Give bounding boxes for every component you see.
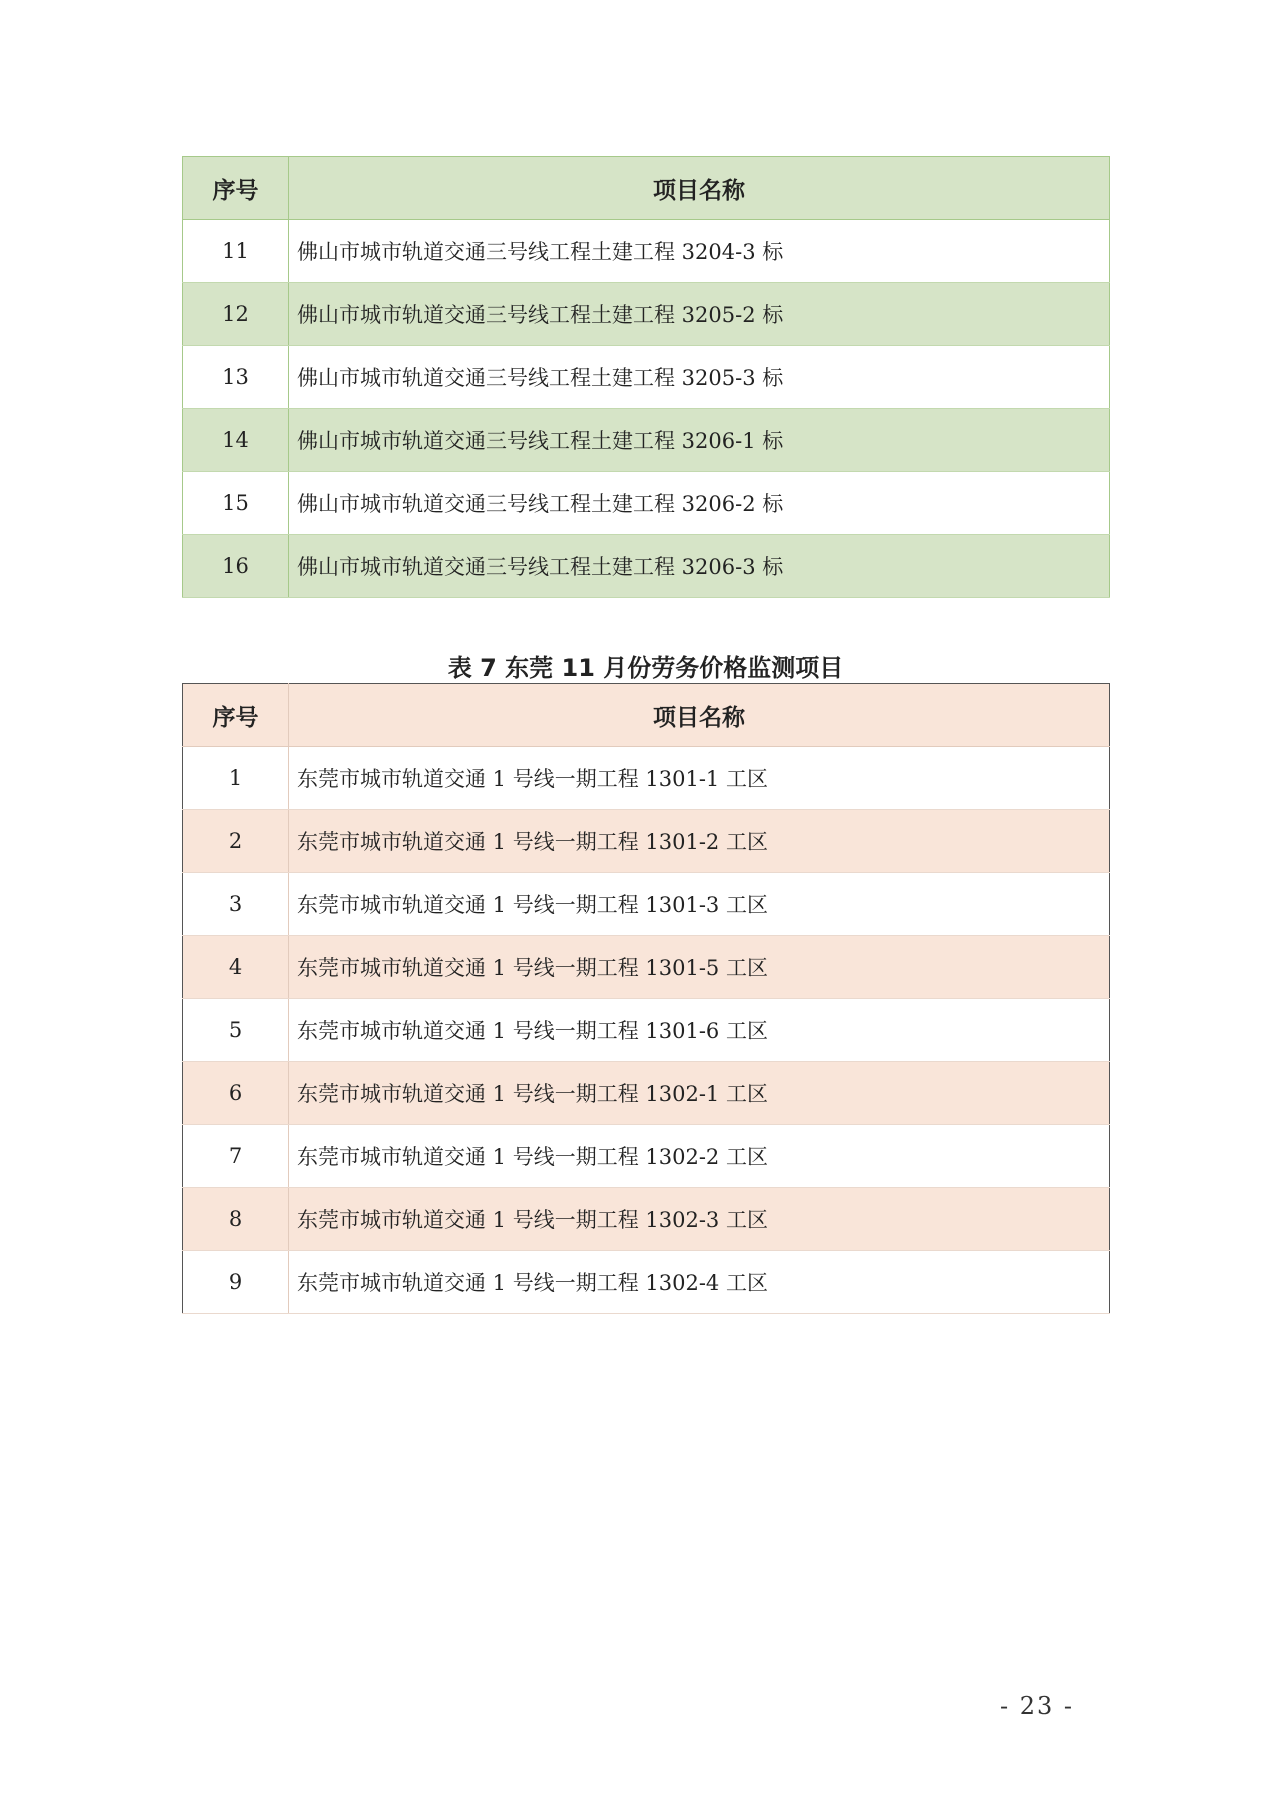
row-project-name: 东莞市城市轨道交通 1 号线一期工程 1302-2 工区 bbox=[289, 1125, 1110, 1188]
row-project-name: 佛山市城市轨道交通三号线工程土建工程 3206-1 标 bbox=[289, 409, 1110, 472]
table-row bbox=[183, 1125, 1110, 1188]
table-row bbox=[183, 1188, 1110, 1251]
table-header-row bbox=[183, 684, 1110, 747]
row-project-name: 东莞市城市轨道交通 1 号线一期工程 1301-2 工区 bbox=[289, 810, 1110, 873]
row-seq: 6 bbox=[183, 1062, 289, 1125]
name-column-header: 项目名称 bbox=[289, 157, 1110, 220]
table-row bbox=[183, 1251, 1110, 1314]
table-row bbox=[183, 535, 1110, 598]
row-project-name: 佛山市城市轨道交通三号线工程土建工程 3206-3 标 bbox=[289, 535, 1110, 598]
table-row bbox=[183, 810, 1110, 873]
row-seq: 16 bbox=[183, 535, 289, 598]
row-project-name: 佛山市城市轨道交通三号线工程土建工程 3205-2 标 bbox=[289, 283, 1110, 346]
seq-column-header: 序号 bbox=[183, 684, 289, 747]
table-header-row bbox=[183, 157, 1110, 220]
row-project-name: 佛山市城市轨道交通三号线工程土建工程 3206-2 标 bbox=[289, 472, 1110, 535]
table-row bbox=[183, 346, 1110, 409]
row-seq: 14 bbox=[183, 409, 289, 472]
row-seq: 7 bbox=[183, 1125, 289, 1188]
name-column-header: 项目名称 bbox=[289, 684, 1110, 747]
row-seq: 1 bbox=[183, 747, 289, 810]
row-project-name: 东莞市城市轨道交通 1 号线一期工程 1301-5 工区 bbox=[289, 936, 1110, 999]
row-seq: 4 bbox=[183, 936, 289, 999]
row-project-name: 东莞市城市轨道交通 1 号线一期工程 1301-6 工区 bbox=[289, 999, 1110, 1062]
row-project-name: 东莞市城市轨道交通 1 号线一期工程 1301-1 工区 bbox=[289, 747, 1110, 810]
table-row bbox=[183, 936, 1110, 999]
row-project-name: 佛山市城市轨道交通三号线工程土建工程 3205-3 标 bbox=[289, 346, 1110, 409]
table-row bbox=[183, 472, 1110, 535]
row-seq: 13 bbox=[183, 346, 289, 409]
row-project-name: 东莞市城市轨道交通 1 号线一期工程 1302-1 工区 bbox=[289, 1062, 1110, 1125]
row-seq: 15 bbox=[183, 472, 289, 535]
table-row bbox=[183, 220, 1110, 283]
table-row bbox=[183, 409, 1110, 472]
table-row bbox=[183, 873, 1110, 936]
table-caption: 表 7 东莞 11 月份劳务价格监测项目 bbox=[447, 654, 844, 682]
row-project-name: 东莞市城市轨道交通 1 号线一期工程 1302-4 工区 bbox=[289, 1251, 1110, 1314]
table-row bbox=[183, 1062, 1110, 1125]
row-seq: 3 bbox=[183, 873, 289, 936]
row-seq: 12 bbox=[183, 283, 289, 346]
table-row bbox=[183, 999, 1110, 1062]
foshan-project-table bbox=[182, 156, 1110, 598]
row-seq: 5 bbox=[183, 999, 289, 1062]
row-project-name: 东莞市城市轨道交通 1 号线一期工程 1302-3 工区 bbox=[289, 1188, 1110, 1251]
row-seq: 9 bbox=[183, 1251, 289, 1314]
dongguan-project-table bbox=[182, 683, 1110, 1314]
table-row bbox=[183, 283, 1110, 346]
row-seq: 8 bbox=[183, 1188, 289, 1251]
row-project-name: 东莞市城市轨道交通 1 号线一期工程 1301-3 工区 bbox=[289, 873, 1110, 936]
row-seq: 11 bbox=[183, 220, 289, 283]
page-number: - 23 - bbox=[1000, 1692, 1075, 1720]
table-row bbox=[183, 747, 1110, 810]
row-project-name: 佛山市城市轨道交通三号线工程土建工程 3204-3 标 bbox=[289, 220, 1110, 283]
seq-column-header: 序号 bbox=[183, 157, 289, 220]
row-seq: 2 bbox=[183, 810, 289, 873]
